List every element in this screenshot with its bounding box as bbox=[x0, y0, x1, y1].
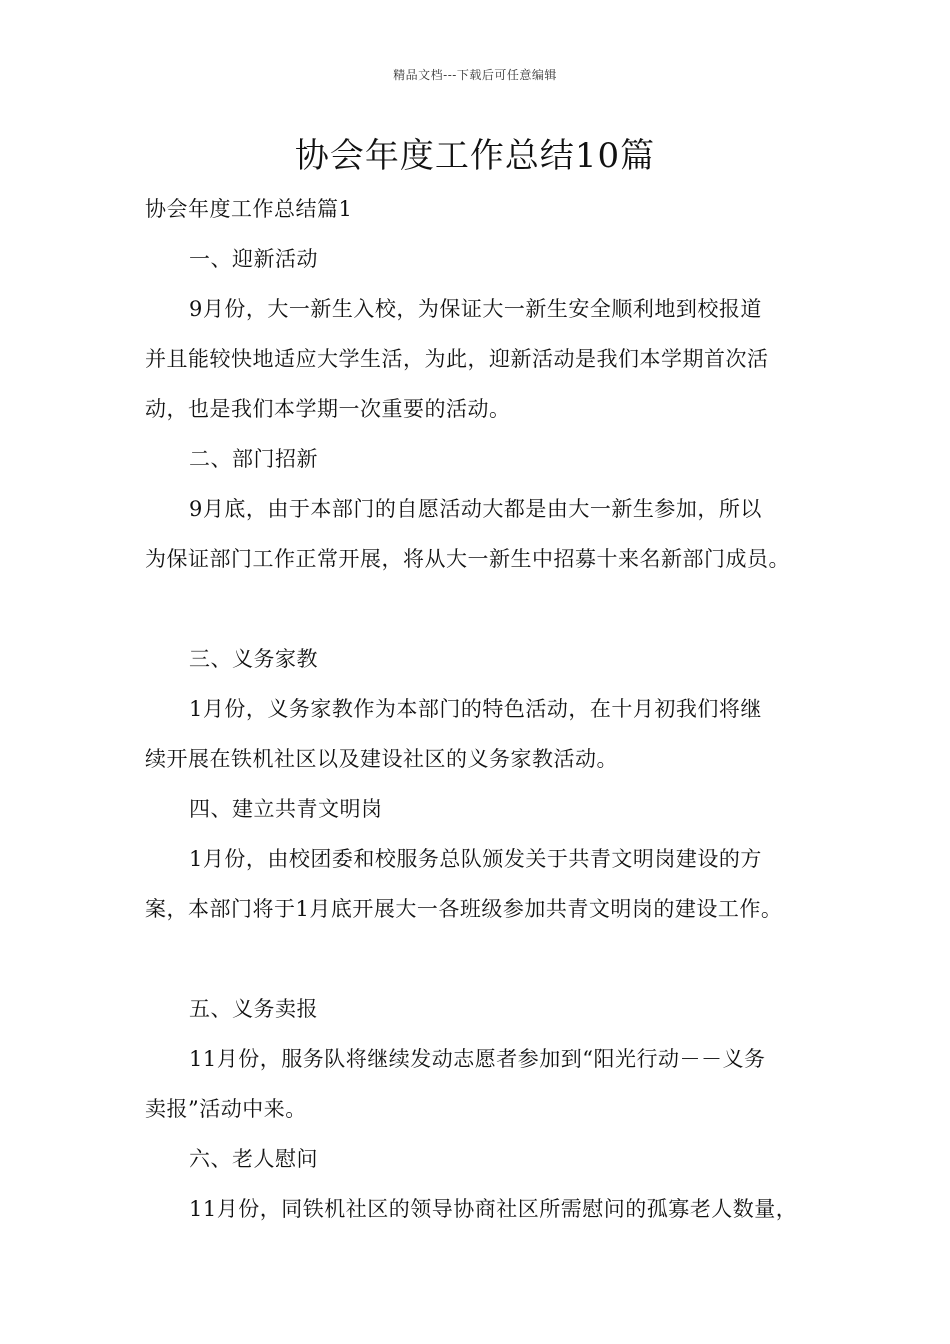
paragraph-line: 案，本部门将于1月底开展大一各班级参加共青文明岗的建设工作。 bbox=[145, 897, 783, 921]
paragraph-line: 11月份，服务队将继续发动志愿者参加到“阳光行动－－义务 bbox=[189, 1047, 766, 1071]
blank-line bbox=[145, 934, 810, 984]
section-subtitle: 协会年度工作总结篇1 bbox=[145, 197, 353, 221]
section-heading: 五、义务卖报 bbox=[189, 997, 318, 1021]
document-body bbox=[145, 184, 810, 1234]
section-heading: 四、建立共青文明岗 bbox=[189, 797, 383, 821]
page-header: 精品文档---下载后可任意编辑 bbox=[393, 68, 557, 82]
document-title: 协会年度工作总结10篇 bbox=[294, 136, 656, 176]
paragraph-line: 卖报”活动中来。 bbox=[145, 1097, 307, 1121]
paragraph-line: 并且能较快地适应大学生活，为此，迎新活动是我们本学期首次活 bbox=[145, 347, 769, 371]
blank-line bbox=[145, 584, 810, 634]
paragraph-line: 1月份，由校团委和校服务总队颁发关于共青文明岗建设的方 bbox=[189, 847, 762, 871]
paragraph-line: 9月底，由于本部门的自愿活动大都是由大一新生参加，所以 bbox=[189, 497, 762, 521]
section-heading: 一、迎新活动 bbox=[189, 247, 318, 271]
section-heading: 六、老人慰问 bbox=[189, 1147, 318, 1171]
section-heading: 三、义务家教 bbox=[189, 647, 318, 671]
paragraph-line: 为保证部门工作正常开展，将从大一新生中招募十来名新部门成员。 bbox=[145, 547, 790, 571]
paragraph-line: 续开展在铁机社区以及建设社区的义务家教活动。 bbox=[145, 747, 618, 771]
paragraph-line: 1月份，义务家教作为本部门的特色活动，在十月初我们将继 bbox=[189, 697, 762, 721]
paragraph-line: 11月份，同铁机社区的领导协商社区所需慰问的孤寡老人数量， bbox=[189, 1197, 798, 1221]
paragraph-line: 动，也是我们本学期一次重要的活动。 bbox=[145, 397, 511, 421]
section-heading: 二、部门招新 bbox=[189, 447, 318, 471]
paragraph-line: 9月份，大一新生入校，为保证大一新生安全顺利地到校报道 bbox=[189, 297, 762, 321]
